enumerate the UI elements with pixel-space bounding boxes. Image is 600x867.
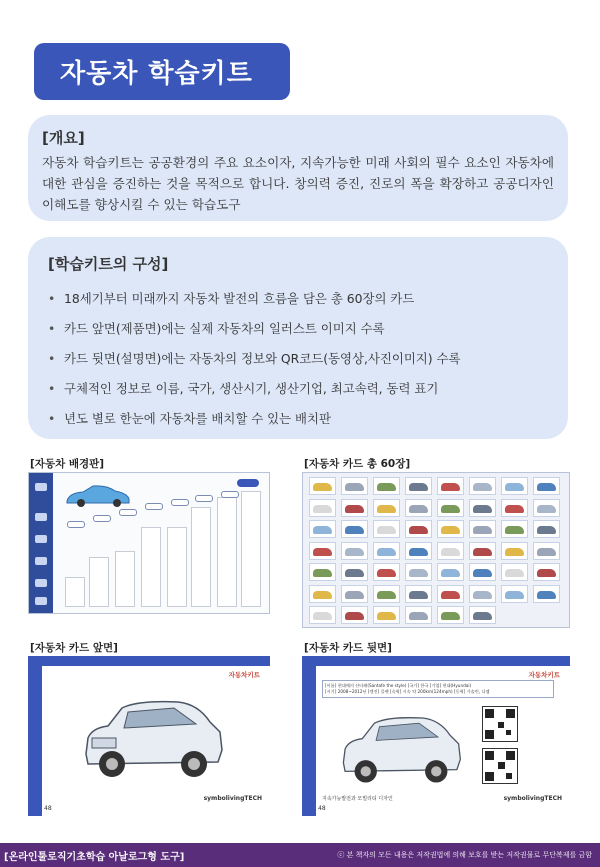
card-back-image: [302, 656, 570, 816]
card-thumbnail: [405, 499, 432, 517]
card-thumbnail: [373, 499, 400, 517]
card-back-caption: 지속가능발전과 모빌리티 디자인: [322, 796, 393, 802]
card-thumbnail: [341, 606, 368, 624]
card-thumbnail: [437, 542, 464, 560]
card-thumbnail: [373, 585, 400, 603]
card-thumbnail: [501, 499, 528, 517]
list-item: • 구체적인 정보로 이름, 국가, 생산시기, 생산기업, 최고속력, 동력 표기: [48, 381, 439, 396]
card-thumbnail: [437, 477, 464, 495]
board-badge: [237, 479, 259, 487]
card-thumbnail: [501, 585, 528, 603]
qr-code-icon: [482, 706, 518, 742]
card-thumbnail: [469, 585, 496, 603]
board-car-icon: [63, 483, 133, 509]
card-thumbnail: [341, 499, 368, 517]
card-thumbnail: [405, 585, 432, 603]
card-thumbnail: [501, 563, 528, 581]
card-thumbnail: [533, 520, 560, 538]
list-item: • 카드 뒷면(설명면)에는 자동차의 정보와 QR코드(동영상,사진이미지) 수록: [48, 351, 461, 366]
card-thumbnail: [469, 520, 496, 538]
footer-left-text: [온라인툴로직기초학습 아날로그형 도구]: [4, 852, 185, 863]
card-thumbnail: [341, 585, 368, 603]
card-thumbnail: [437, 520, 464, 538]
card-thumbnail: [373, 542, 400, 560]
card-thumbnail: [309, 499, 336, 517]
card-thumbnail: [501, 477, 528, 495]
card-back-number: 48: [318, 805, 326, 812]
cards-label: [자동차 카드 총 60장]: [304, 458, 411, 470]
suv-car-icon-back: [336, 706, 466, 792]
composition-list: [48, 284, 548, 434]
list-item: • 카드 앞면(제품면)에는 실제 자동차의 일러스트 이미지 수록: [48, 321, 385, 336]
card-back-brand: 자동차키트: [528, 671, 560, 679]
card-thumbnail: [373, 563, 400, 581]
card-thumbnail: [309, 585, 336, 603]
card-thumbnail: [501, 520, 528, 538]
card-thumbnail: [341, 520, 368, 538]
card-thumbnail: [405, 606, 432, 624]
card-thumbnail: [405, 563, 432, 581]
suv-car-icon: [78, 688, 228, 788]
background-board-image: [28, 472, 270, 614]
footer-copyright: ⓒ 본 책자의 모든 내용은 저작권법에 의해 보호를 받는 저작권물로 무단복제를 금함: [337, 851, 592, 859]
card-thumbnail: [533, 477, 560, 495]
card-thumbnail: [405, 520, 432, 538]
card-thumbnail: [405, 477, 432, 495]
card-thumbnail: [533, 542, 560, 560]
front-label: [자동차 카드 앞면]: [30, 642, 118, 654]
card-thumbnail: [469, 499, 496, 517]
composition-panel: [28, 237, 568, 439]
list-item: • 년도 별로 한눈에 자동차를 배치할 수 있는 배치판: [48, 411, 331, 426]
card-thumbnail: [437, 606, 464, 624]
board-sidebar: [29, 473, 53, 613]
card-thumbnail: [437, 563, 464, 581]
card-thumbnail: [437, 585, 464, 603]
board-label: [자동차 배경판]: [30, 458, 105, 470]
card-thumbnail: [501, 542, 528, 560]
list-item: • 18세기부터 미래까지 자동차 발전의 흐름을 담은 총 60장의 카드: [48, 291, 415, 306]
card-thumbnail: [469, 606, 496, 624]
card-thumbnail: [309, 477, 336, 495]
card-front-number: 48: [44, 805, 52, 812]
card-thumbnail: [309, 606, 336, 624]
card-thumbnail: [341, 542, 368, 560]
footer-bar: [0, 843, 600, 867]
card-thumbnail: [405, 542, 432, 560]
overview-heading: [개요]: [42, 129, 85, 147]
card-thumbnail: [373, 520, 400, 538]
card-thumbnail: [309, 563, 336, 581]
qr-code-icon: [482, 748, 518, 784]
card-thumbnail: [533, 499, 560, 517]
card-thumbnail: [469, 477, 496, 495]
card-thumbnail: [373, 477, 400, 495]
page-title: 자동차 학습키트: [34, 43, 290, 100]
back-label: [자동차 카드 뒷면]: [304, 642, 392, 654]
composition-heading: [학습키트의 구성]: [48, 255, 169, 273]
card-thumbnail: [533, 563, 560, 581]
card-thumbnail: [309, 542, 336, 560]
overview-panel: [28, 115, 568, 221]
card-front-maker: symbolivingTECH: [203, 795, 262, 802]
card-thumbnail: [469, 563, 496, 581]
card-front-image: [28, 656, 270, 816]
card-thumbnail: [533, 585, 560, 603]
card-thumbnail: [469, 542, 496, 560]
card-thumbnail: [437, 499, 464, 517]
card-front-brand: 자동차키트: [228, 671, 260, 679]
card-thumbnail: [373, 606, 400, 624]
card-grid-image: [302, 472, 570, 628]
card-back-info: [이름] 현대에의 산타페(Santafe the style) [국가] 한국 [기업] 현대(Hyundai) [시기] 2008~2012년 [엔진] 플랫 [속력] 시속 약 200km(124mph) [동력] 가솔린, 디젤: [322, 680, 554, 698]
card-thumbnail: [341, 563, 368, 581]
card-thumbnail: [309, 520, 336, 538]
card-back-maker: symbolivingTECH: [503, 795, 562, 802]
card-thumbnail: [341, 477, 368, 495]
overview-text: 자동차 학습키트는 공공환경의 주요 요소이자, 지속가능한 미래 사회의 필수 요소인 자동차에 대한 관심을 증진하는 것을 목적으로 합니다. 창의력 증진, 진로의 폭을 확장하고 공공디자인 이해도를 향상시킬 수 있는 학습도구: [42, 155, 554, 212]
